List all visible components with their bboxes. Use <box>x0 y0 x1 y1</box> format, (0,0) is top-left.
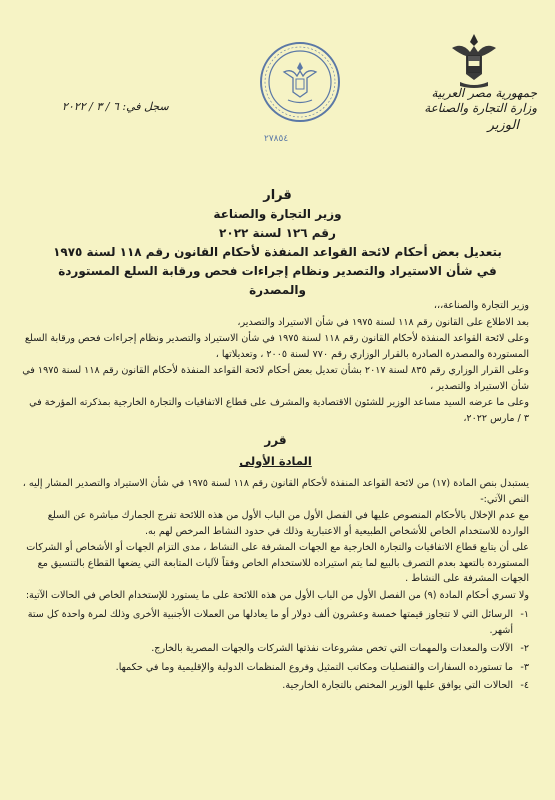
republic-name: جمهورية مصر العربية <box>431 86 537 100</box>
ministry-seal-stamp-icon <box>258 40 342 124</box>
preamble-line: بعد الاطلاع على القانون رقم ١١٨ لسنة ١٩٧٥ في شأن الاستيراد والتصدير، <box>237 316 529 328</box>
registration-date: سجل في: ٦ / ٣ / ٢٠٢٢ <box>62 100 169 113</box>
article-paragraph: ولا تسري أحكام المادة (٩) من الفصل الأول من الباب الأول من هذه اللائحة على ما يستورد للإستخدام الخاص في الحالات الآتية: <box>25 589 529 601</box>
title-number: رقم ١٢٦ لسنة ٢٠٢٢ <box>219 226 336 240</box>
preamble-line: وعلى لائحة القواعد المنفذة لأحكام القانون رقم ١١٨ لسنة ١٩٧٥ في شأن الاستيراد والتصدير ونظام إجراءات فحص ورقابة السلع المستوردة والمصدرة الصادرة بالقرار الوزاري رقم ٧٧٠ لسنة ٢٠٠٥ ، وتعديلاتها ، <box>24 333 529 360</box>
preamble-line: وعلى ما عرضه السيد مساعد الوزير للشئون الاقتصادية والمشرف على قطاع الاتفاقيات والتجارة الخارجية بمذكرته المؤرخة في ٣ / مارس ٢٠٢٢، <box>29 397 529 424</box>
title-subject-2: في شأن الاستيراد والتصدير ونظام إجراءات فحص ورقابة السلع المستوردة والمصدرة <box>58 264 497 297</box>
title-decision: قرار <box>263 188 292 203</box>
list-item-number: ١- <box>520 609 529 620</box>
list-item-number: ٣- <box>520 661 529 673</box>
article-paragraph: على أن يتابع قطاع الاتفاقيات والتجارة الخارجية مع الجهات المشرفة على النشاط ، مدى التزام الجهات أو الأشخاص أو الشركات المستوردة بالتعهد بعدم التصرف بالبيع لما يتم استيراده للاستخدام الخاص وفقاً لآليات المتابعة التي يضعها القطاع بالتنسيق مع الجهات المشرفة على النشاط . <box>26 542 529 584</box>
exception-list <box>22 607 529 694</box>
ministry-header <box>397 86 537 133</box>
list-item-number: ٢- <box>520 643 529 654</box>
list-item-text: الآلات والمعدات والمهمات التي تخص مشروعات نفذتها الشركات والجهات المصرية بالخارج. <box>151 643 513 654</box>
list-item <box>22 607 529 638</box>
title-subject-1: بتعديل بعض أحكام لائحة القواعد المنفذة لأحكام القانون رقم ١١٨ لسنة ١٩٧٥ <box>53 245 502 259</box>
decision-heading: قرر <box>264 433 287 447</box>
article-heading: المادة الأولى <box>239 454 312 468</box>
eagle-emblem-icon <box>448 30 500 90</box>
list-item <box>22 678 529 694</box>
minister-title: الوزير <box>487 118 519 133</box>
title-minister: وزير التجارة والصناعة <box>213 207 342 221</box>
list-item-text: ما تستورده السفارات والقنصليات ومكاتب التمثيل وفروع المنظمات الدولية والإقليمية وما في حكمها. <box>115 661 513 673</box>
list-item-number: ٤- <box>520 680 529 691</box>
preamble-line: وعلى القرار الوزاري رقم ٨٣٥ لسنة ٢٠١٧ بشأن تعديل بعض أحكام لائحة القواعد المنفذة لأحكام القانون رقم ١١٨ لسنة ١٩٧٥ في شأن الاستيراد والتصدير ، <box>22 365 529 392</box>
article-paragraph: يستبدل بنص المادة (١٧) من لائحة القواعد المنفذة لأحكام القانون رقم ١١٨ لسنة ١٩٧٥ في شأن الاستيراد والتصدير المشار إليه ، النص الآتي:- <box>22 478 529 505</box>
seal-number: ٢٧٨٥٤ <box>264 134 289 144</box>
decree-title <box>30 186 525 300</box>
list-item-text: الحالات التي يوافق عليها الوزير المختص بالتجارة الخارجية. <box>282 680 513 691</box>
ministry-name: وزارة التجارة والصناعة <box>424 101 537 115</box>
list-item <box>22 660 529 676</box>
preamble-line: وزير التجارة والصناعة،،، <box>433 300 529 311</box>
decree-body <box>22 298 529 697</box>
list-item-text: الرسائل التي لا تتجاوز قيمتها خمسة وعشرون ألف دولار أو ما يعادلها من العملات الأجنبية الأخرى وذلك لمرة واحدة كل ستة أشهر. <box>27 609 513 636</box>
list-item <box>22 641 529 657</box>
article-paragraph: مع عدم الإخلال بالأحكام المنصوص عليها في الفصل الأول من الباب الأول من هذه اللائحة تفرج الجمارك مباشرة عن السلع الواردة للاستخدام الخاص للأشخاص الطبيعية أو الاعتبارية وذلك في حدود النشاط المرخص لهم به. <box>47 510 529 537</box>
